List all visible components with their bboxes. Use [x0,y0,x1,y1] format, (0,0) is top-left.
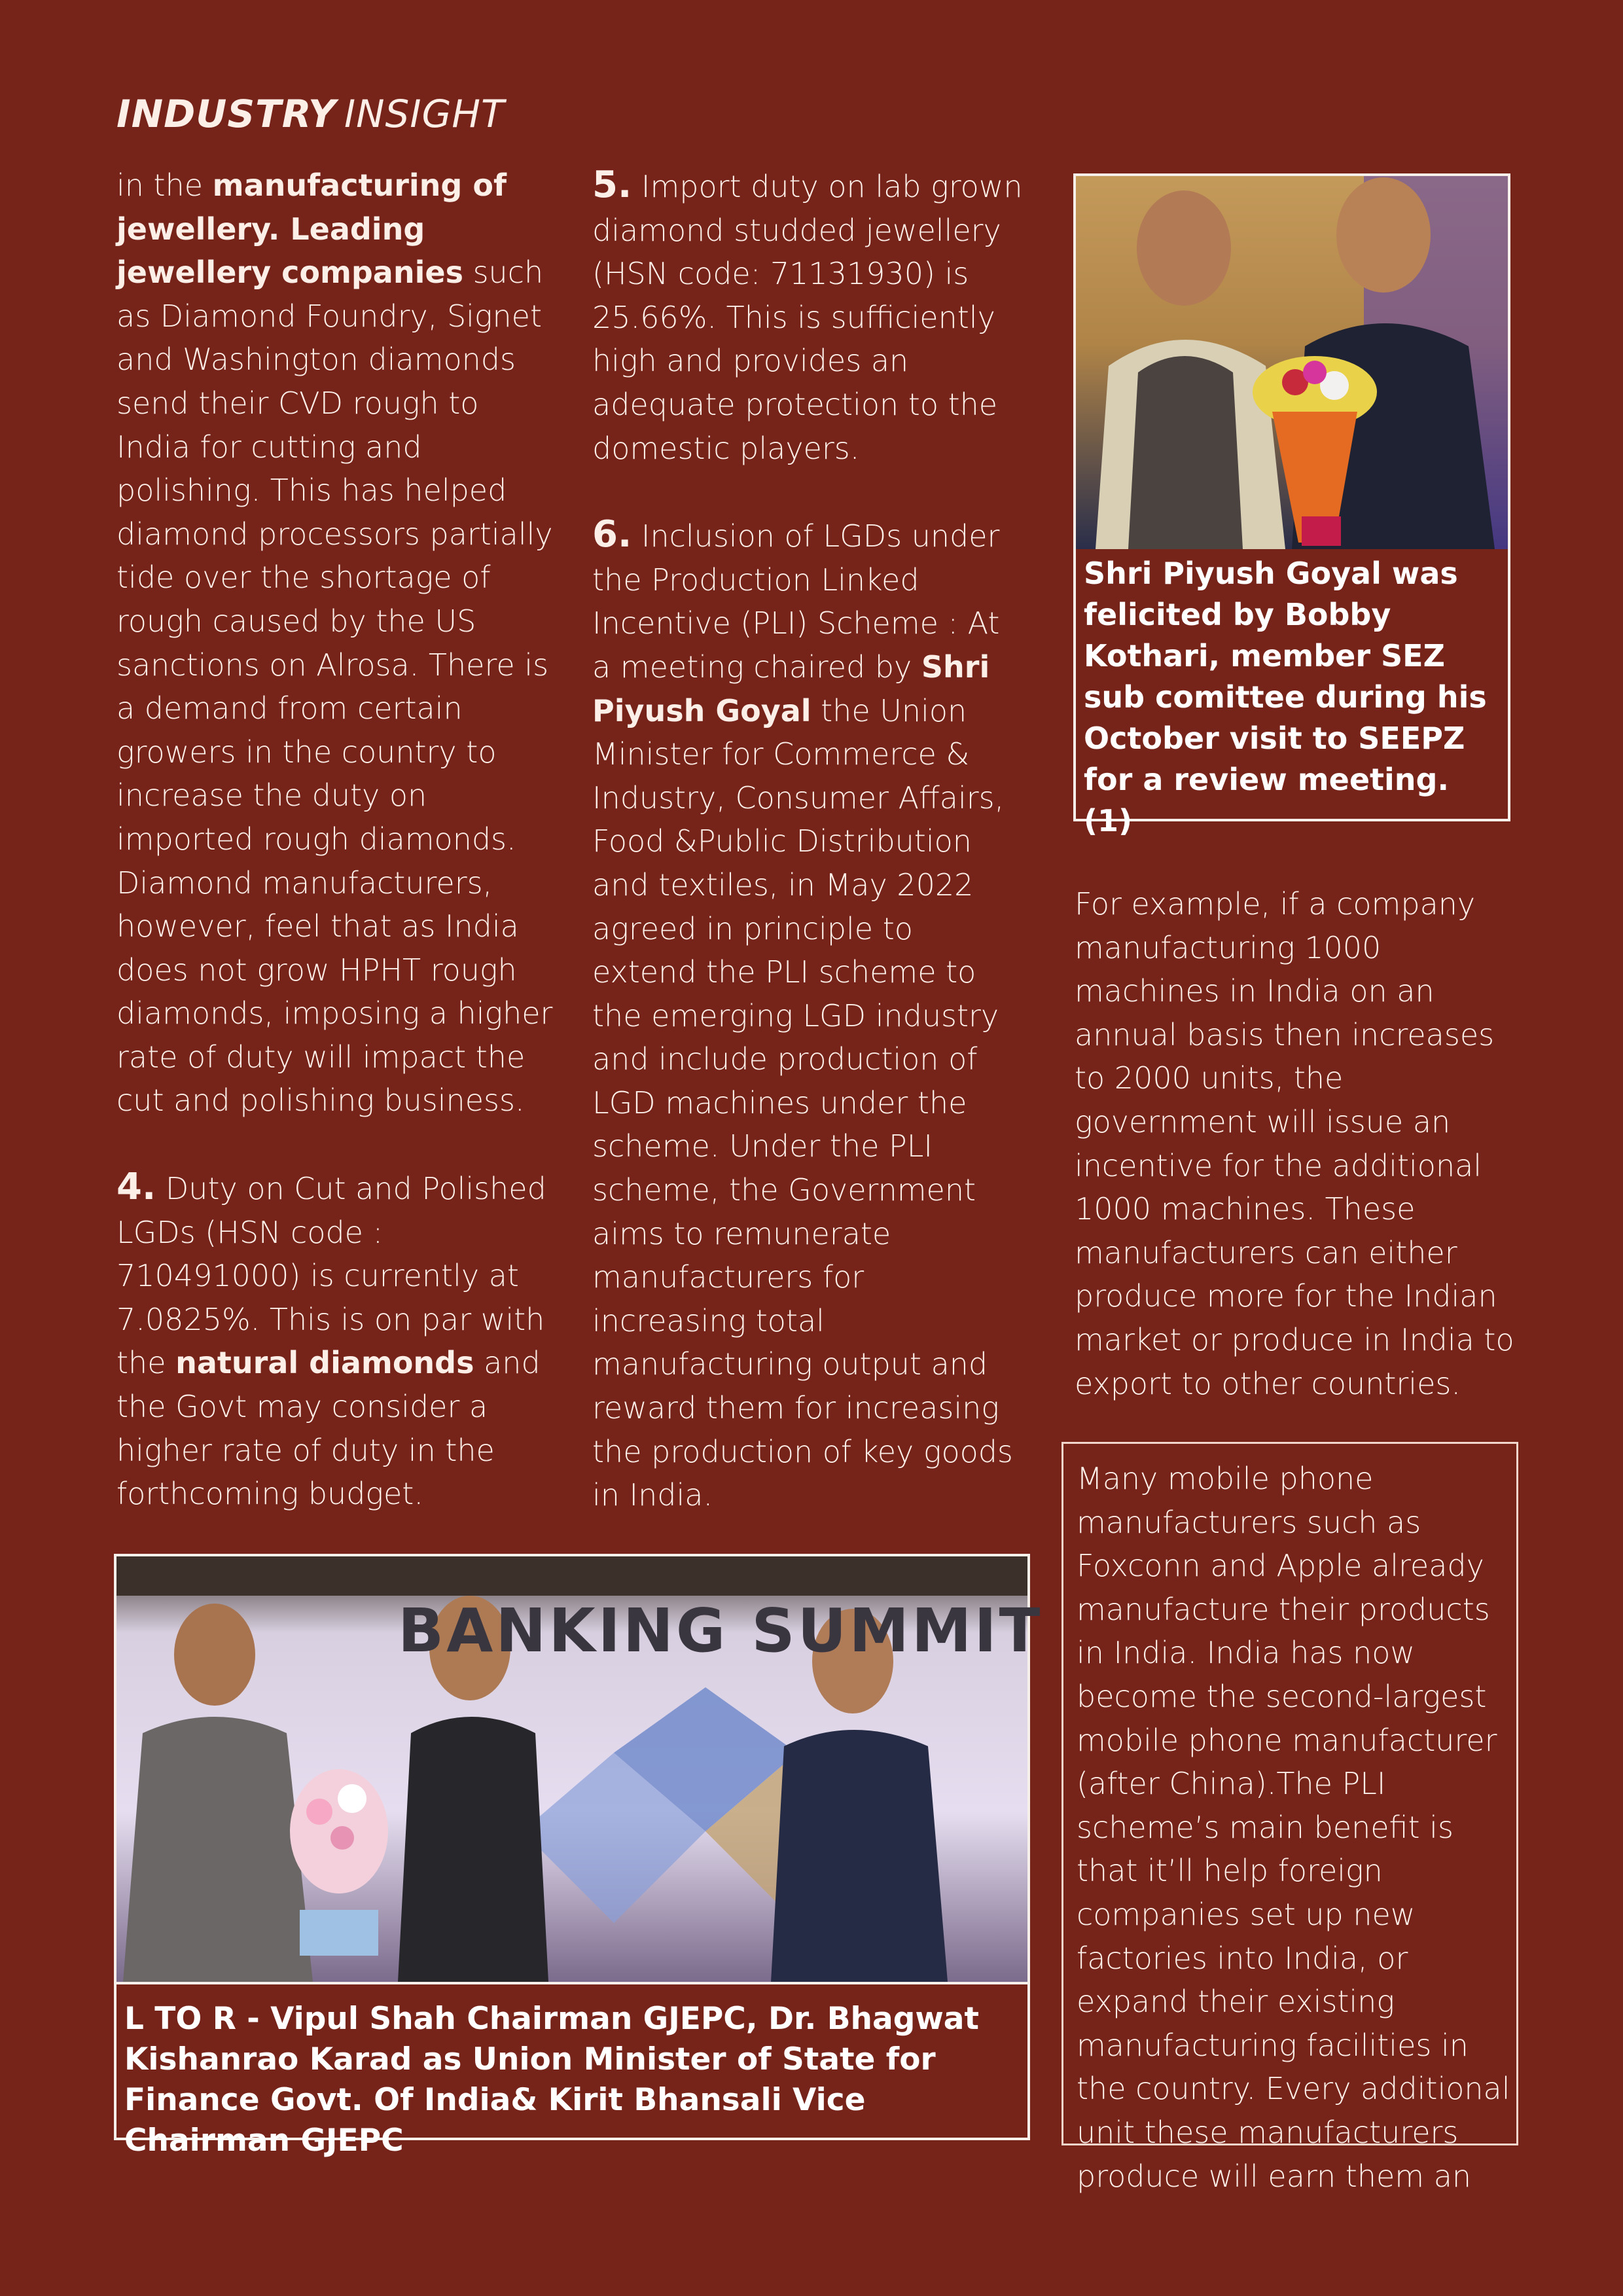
photo-figure-banking-summit [114,1554,1043,2159]
item-number: 6. [592,513,632,556]
emphasis-text: Shri Piyush Goyal [592,649,990,728]
photo-illustration [1076,176,1508,549]
photo-caption: Shri Piyush Goyal was felicited by Bobby Kothari, member SEZ sub comittee during his October visit to SEEPZ for a review meeting. (1) [1084,556,1487,838]
emphasis-text: manufacturing of jewellery. Leading jewellery companies [116,168,507,291]
text-run: the Union Minister for Commerce & Industry, Consumer Affairs, Food &Public Distribution and textiles, in May 2022 agreed in principle to extend the PLI scheme to the emerging LGD industry and include production of LGD machines under the scheme. Under the PLI scheme, the Government aims to remunerate manufacturers for increasing total manufacturing output and reward them for increasing the production of key goods in India. [592,692,1013,1513]
article-column-3 [1075,882,1520,1405]
paragraph [592,164,1024,470]
sidebar-box [1061,1442,1518,2194]
paragraph: For example, if a company manufacturing 1000 machines in India on an annual basis then increases to 2000 units, the government will issue an incentive for the additional 1000 machines. These manufacturers can either produce more for the Indian market or produce in India to export to other countries. [1075,886,1514,1401]
paragraph [116,164,562,1122]
sidebar-text-wrap [1063,1444,1522,2198]
section-title-bold: INDUSTRY [116,92,337,136]
emphasis-text: natural diamonds [175,1345,474,1381]
text-run: and the Govt may consider a higher rate of duty in the forthcoming budget. [116,1345,541,1512]
article-column-1 [116,164,562,1516]
photo-banking-summit [116,1556,1043,1984]
section-title-light: INSIGHT [344,92,505,136]
sidebar-paragraph: Many mobile phone manufacturers such as Foxconn and Apple already manufacture their products in India. India has now become the second-largest mobile phone manufacturer (after China).The PLI scheme’s main benefit is that it’ll help foreign companies set up new factories into India, or expand their existing manufacturing facilities in the country. Every additional unit these manufacturers produce will earn them an [1077,1461,1510,2194]
photo-caption: L TO R - Vipul Shah Chairman GJEPC, Dr. Bhagwat Kishanrao Karad as Union Minister of State for Finance Govt. Of India& Kirit Bhansali Vice Chairman GJEPC [124,2001,979,2159]
item-number: 4. [116,1166,156,1209]
photo-figure-goyal [1073,173,1510,838]
text-run: Import duty on lab grown diamond studded jewellery (HSN code: 71131930) is 25.66%. This is sufficiently high and provides an adequate protection to the domestic players. [592,169,1023,466]
text-run: in the [116,168,213,203]
article-column-2 [592,164,1024,1517]
text-run: Inclusion of LGDs under the Production Linked Incentive (PLI) Scheme : At a meeting chaired by [592,518,1000,685]
photo-goyal-felicitation [1076,176,1508,549]
section-header [116,92,505,136]
text-run: such as Diamond Foundry, Signet and Washington diamonds send their CVD rough to India for cutting and polishing. This has helped diamond processors partially tide over the shortage of rough caused by the US sanctions on Alrosa. There is a demand from certain growers in the country to increase the duty on imported rough diamonds. Diamond manufacturers, however, feel that as India does not grow HPHT rough diamonds, imposing a higher rate of duty will impact the cut and polishing business. [116,255,553,1119]
paragraph [116,1166,562,1516]
paragraph [592,513,1024,1517]
banner-text: BANKING SUMMIT [398,1596,1043,1666]
text-run: Duty on Cut and Polished LGDs (HSN code : 710491000) is currently at 7.0825%. This is on par with the [116,1171,546,1381]
item-number: 5. [592,164,632,206]
